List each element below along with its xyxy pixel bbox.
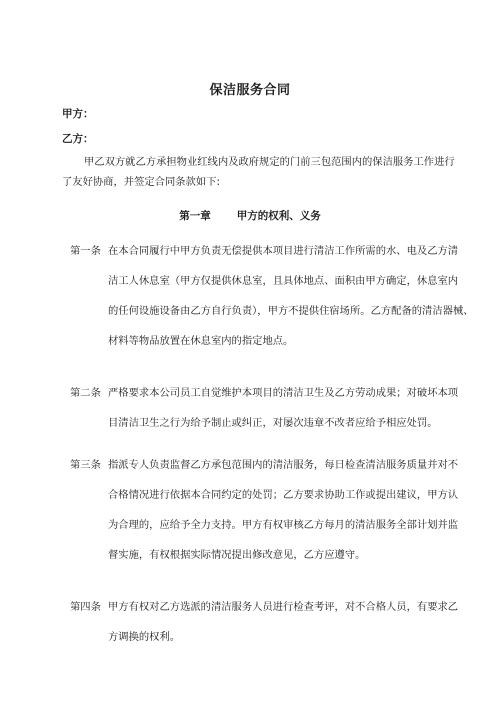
chapter-heading: [0, 208, 500, 223]
article-text-line: 指派专人负责监督乙方承包范围内的清洁服务，每日检查清洁服务质量并对不: [108, 459, 459, 471]
chapter-title: 甲方的权利、义务: [236, 210, 321, 222]
article-text-line: 目清洁卫生之行为给予制止或纠正，对屡次违章不改者应给予相应处罚。: [108, 417, 438, 429]
article-number: 第四条: [70, 601, 101, 613]
article-number: 第二条: [70, 387, 101, 399]
article-text-line: 严格要求本公司员工自觉维护本项目的清洁卫生及乙方劳动成果；对破坏本项: [108, 387, 459, 399]
document-title: 保洁服务合同: [209, 83, 291, 98]
article-2: [62, 383, 462, 443]
intro-line-1: 甲乙双方就乙方承担物业红线内及政府规定的门前三包范围内的保洁服务工作进行: [84, 156, 455, 168]
intro-line-2: 了友好协商，并签定合同条款如下:: [62, 176, 220, 188]
article-text-line: 督实施，有权根据实际情况提出修改意见，乙方应遵守。: [108, 549, 366, 561]
article-text-line: 洁工人休息室（甲方仅提供休息室，且具体地点、面积由甲方确定，休息室内: [108, 275, 459, 287]
party-b-label: 乙方：: [62, 133, 94, 145]
article-text-line: 甲方有权对乙方选派的清洁服务人员进行检查考评，对不合格人员，有要求乙: [108, 601, 459, 613]
article-3: [62, 455, 462, 575]
article-text-line: 材料等物品放置在休息室内的指定地点。: [108, 335, 294, 347]
article-text-line: 的任何设施设备由乙方自行负责），甲方不提供住宿场所。乙方配备的清洁器械、: [108, 305, 474, 317]
article-text-line: 为合理的，应给予全力支持。甲方有权审核乙方每月的清洁服务全部计划并监: [108, 519, 459, 531]
chapter-number: 第一章: [179, 210, 211, 222]
intro-paragraph: [62, 152, 462, 192]
article-number: 第一条: [70, 245, 101, 257]
article-text-line: 方调换的权利。: [108, 631, 181, 643]
article-1: [62, 241, 474, 361]
article-text-line: 合格情况进行依据本合同约定的处罚；乙方要求协助工作或提出建议，甲方认: [108, 489, 459, 501]
article-4: [62, 597, 462, 657]
party-a-label: 甲方：: [62, 108, 94, 120]
article-text-line: 在本合同履行中甲方负责无偿提供本项目进行清洁工作所需的水、电及乙方清: [108, 245, 459, 257]
article-number: 第三条: [70, 459, 101, 471]
